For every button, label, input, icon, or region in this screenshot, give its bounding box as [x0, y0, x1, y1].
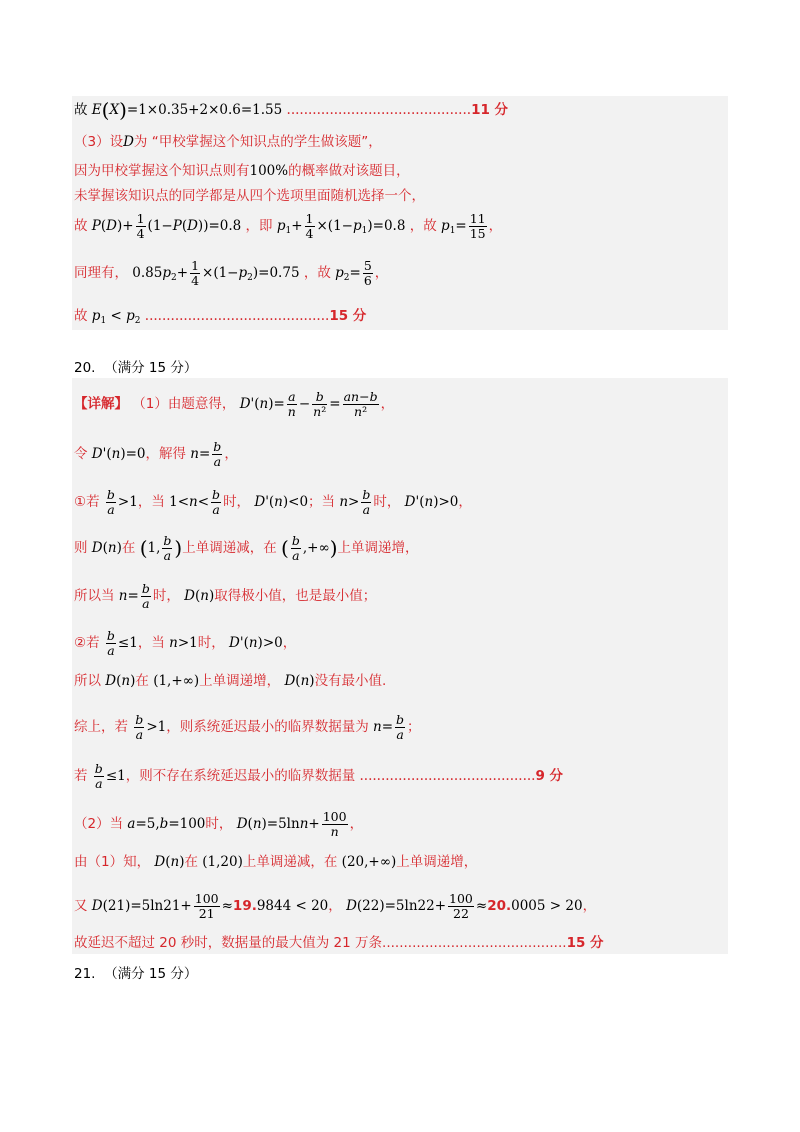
- part2-line: （2）当 a=5,b=100时， D(n)=5lnn+ $\frac{100}{n}$ ，: [74, 809, 364, 839]
- similar-equation: 同理有， $0.85p_2+$ $\frac{1}{4}$ $\times(1-p_2)=0.75$ ，故 $p_2=$ $\frac{5}{6}$ ，: [74, 258, 389, 288]
- expectation-formula: E(X)=1×0.35+2×0.6=1.55: [91, 98, 283, 122]
- derivative-line: 【详解】 （1）由题意得， D'(n)= $\frac{a}{n}$ − $\frac{b}{\text{n²}}$ = $\frac{an-b}{\text{n²}}$ ，: [74, 389, 395, 419]
- probability-equation: 故 P(D)+ $\frac{1}{4}$ (1−P(D))=0.8 ，即 $p_1+$ $\frac{1}{4}$ $\times(1-p_1)=0.8$ ，故 $p_1=$ $\frac{11}{15}$ ，: [74, 211, 503, 241]
- question-20-heading: 20. （满分 15 分）: [74, 360, 198, 376]
- part3-reason: 因为甲校掌握这个知识点则有100%的概率做对该题目，: [74, 163, 410, 179]
- solve-line: 令 D'(n)=0，解得 n= $\frac{b}{a}$ ，: [74, 439, 238, 469]
- score-dots: ...........................................: [286, 102, 472, 118]
- detail-tag: 【详解】: [74, 396, 128, 412]
- evaluation-line: 又 D(21)=5ln21+ $\frac{100}{21}$ ≈19.9844 < 20， D(22)=5ln22+ $\frac{100}{22}$ ≈20.0005 > 20，: [74, 891, 597, 921]
- prefix: 故: [74, 102, 88, 118]
- expectation-line: [74, 100, 508, 120]
- final-answer-line: 故延迟不超过 20 秒时，数据量的最大值为 21 万条...........................................15 分: [74, 935, 604, 951]
- interval-line: 由（1）知， D(n)在 (1,20)上单调递减，在 (20,+∞)上单调递增，: [74, 854, 478, 870]
- minimum-line: 所以当 n= $\frac{b}{a}$ 时， D(n)取得极小值，也是最小值；: [74, 581, 377, 611]
- case1-line: ①若 $\frac{b}{a}$ >1，当 1<n< $\frac{b}{a}$ 时， D'(n)<0；当 n> $\frac{b}{a}$ 时， D'(n)>0，: [74, 487, 472, 517]
- question-21-heading: 21. （满分 15 分）: [74, 966, 198, 982]
- summary-line: 综上，若 $\frac{b}{a}$ >1，则系统延迟最小的临界数据量为 n= $\frac{b}{a}$ ；: [74, 712, 421, 742]
- part3-setup: （3）设D为 “甲校掌握这个知识点的学生做该题”，: [74, 134, 382, 150]
- score-label: 11 分: [471, 102, 509, 118]
- increasing-line: 所以 D(n)在 (1,+∞)上单调递增， D(n)没有最小值.: [74, 673, 387, 689]
- case2-line: ②若 $\frac{b}{a}$ ≤1，当 n>1时， D'(n)>0，: [74, 628, 297, 658]
- conclusion-line: 故 $p_1 < p_2$ ...........................................15 分: [74, 308, 367, 326]
- no-minimum-line: 若 $\frac{b}{a}$ ≤1，则不存在系统延迟最小的临界数据量 .........................................9 分: [74, 761, 564, 791]
- monotonic-line: 则 D(n)在 (1, $\frac{b}{a}$ )上单调递减，在 ( $\frac{b}{a}$ ,+∞)上单调递增，: [74, 533, 419, 563]
- part3-guess: 未掌握该知识点的同学都是从四个选项里面随机选择一个，: [74, 188, 425, 204]
